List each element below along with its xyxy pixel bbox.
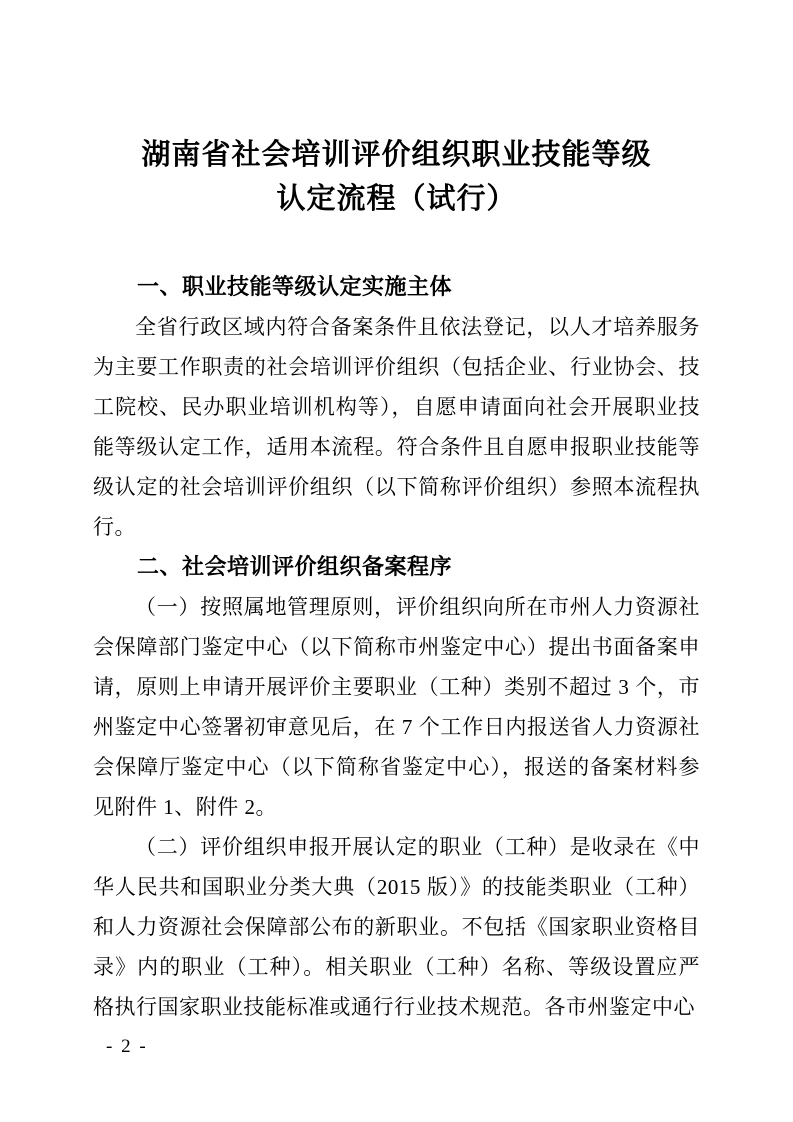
document-title-line-1: 湖南省社会培训评价组织职业技能等级	[141, 139, 652, 171]
document-title	[93, 133, 700, 221]
page-number: - 2 -	[106, 1036, 148, 1057]
document-title-line-2: 认定流程（试行）	[276, 183, 517, 215]
section-1-paragraph-1: 全省行政区域内符合备案条件且依法登记，以人才培养服务为主要工作职责的社会培训评价组织（包括企业、行业协会、技工院校、民办职业培训机构等），自愿申请面向社会开展职业技能等级认定工作，适用本流程。符合条件且自愿申报职业技能等级认定的社会培训评价组织（以下简称评价组织）参照本流程执行。	[93, 315, 700, 539]
section-2-heading: 二、社会培训评价组织备案程序	[137, 554, 453, 579]
section-1-heading: 一、职业技能等级认定实施主体	[137, 274, 453, 299]
section-2-paragraph-1: （一）按照属地管理原则，评价组织向所在市州人力资源社会保障部门鉴定中心（以下简称市州鉴定中心）提出书面备案申请，原则上申请开展评价主要职业（工种）类别不超过 3 个，市州鉴定中心签署初审意见后，在 7 个工作日内报送省人力资源社会保障厅鉴定中心（以下简称省鉴定中心），报送的备案材料参见附件 1、附件 2。	[93, 595, 700, 819]
section-2-paragraph-2: （二）评价组织申报开展认定的职业（工种）是收录在《中华人民共和国职业分类大典（2015 版）》的技能类职业（工种）和人力资源社会保障部公布的新职业。不包括《国家职业资格目录》内的职业（工种）。相关职业（工种）名称、等级设置应严格执行国家职业技能标准或通行行业技术规范。各市州鉴定中心	[93, 835, 700, 1019]
